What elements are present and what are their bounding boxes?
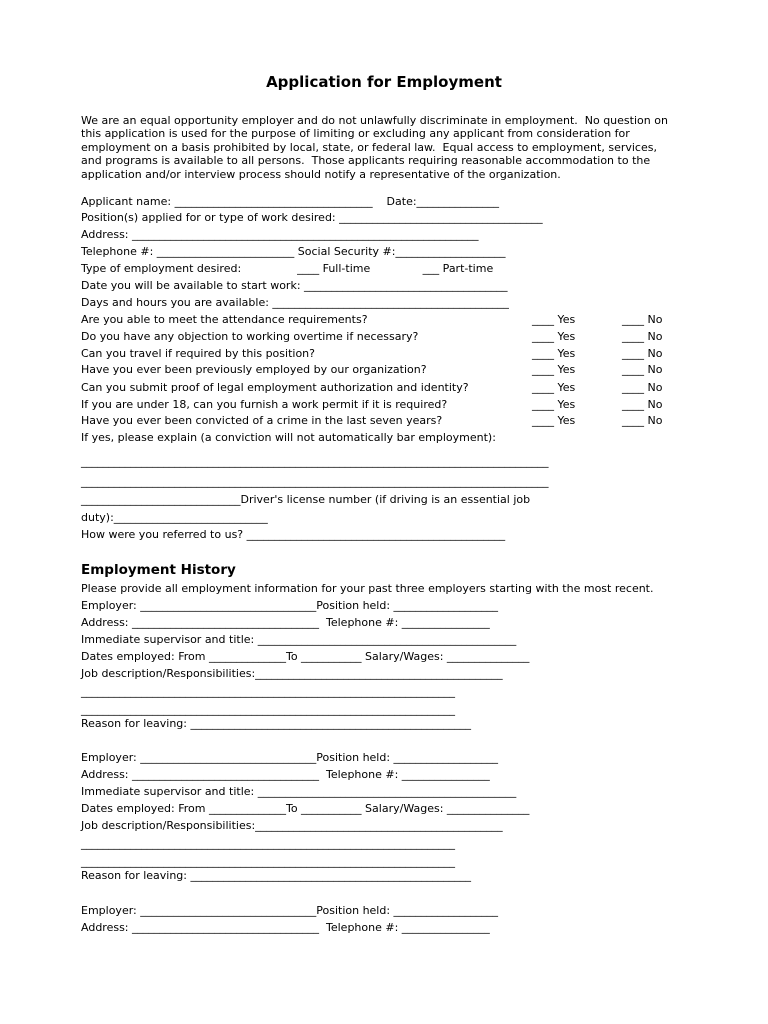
drivers-license-field[interactable]: _____________________________Driver's license number (if driving is an essential job: [81, 493, 531, 506]
intro-line: application and/or interview process should notify a representative of the organization.: [81, 167, 561, 181]
answer-yes[interactable]: ____ Yes: [532, 347, 576, 360]
supervisor-field[interactable]: Immediate supervisor and title: _______________________________________________: [81, 785, 517, 798]
answer-yes[interactable]: ____ Yes: [532, 398, 576, 411]
intro-line: this application is used for the purpose of limiting or excluding any applicant from consideration for: [81, 127, 630, 141]
dates-employed-field[interactable]: Dates employed: From ______________To ___________ Salary/Wages: _______________: [81, 802, 530, 815]
answer-yes[interactable]: ____ Yes: [532, 330, 576, 343]
intro-line: and programs is available to all persons. Those applicants requiring reasonable accommodation to the: [81, 154, 651, 168]
explain-label: If yes, please explain (a conviction will not automatically bar employment):: [81, 431, 496, 444]
question-overtime: Do you have any objection to working overtime if necessary?: [81, 330, 419, 343]
reason-for-leaving-field[interactable]: Reason for leaving: ___________________________________________________: [81, 869, 471, 882]
employer-address-field[interactable]: Address: __________________________________ Telephone #: ________________: [81, 921, 490, 934]
intro-line: employment on a basis prohibited by local, state, or federal law. Equal access to employment, services,: [81, 140, 657, 154]
question-authorization: Can you submit proof of legal employment authorization and identity?: [81, 381, 469, 394]
page-title: Application for Employment: [266, 73, 502, 91]
answer-no[interactable]: ____ No: [622, 313, 663, 326]
availability-field[interactable]: Days and hours you are available: ___________________________________________: [81, 296, 509, 309]
employer-field[interactable]: Employer: ________________________________Position held: ___________________: [81, 904, 499, 917]
drivers-license-field-cont[interactable]: duty):____________________________: [81, 511, 268, 524]
job-description-line[interactable]: ____________________________________________________________________: [81, 855, 455, 868]
answer-no[interactable]: ____ No: [622, 414, 663, 427]
question-attendance: Are you able to meet the attendance requirements?: [81, 313, 368, 326]
answer-no[interactable]: ____ No: [622, 330, 663, 343]
answer-no[interactable]: ____ No: [622, 398, 663, 411]
answer-no[interactable]: ____ No: [622, 381, 663, 394]
employer-address-field[interactable]: Address: __________________________________ Telephone #: ________________: [81, 768, 490, 781]
intro-line: We are an equal opportunity employer and do not unlawfully discriminate in employment. No question on: [81, 114, 668, 127]
question-conviction: Have you ever been convicted of a crime in the last seven years?: [81, 414, 443, 427]
applicant-name-field[interactable]: Applicant name: ____________________________________ Date:_______________: [81, 195, 500, 208]
question-work-permit: If you are under 18, can you furnish a work permit if it is required?: [81, 398, 448, 411]
referral-field[interactable]: How were you referred to us? _______________________________________________: [81, 528, 506, 541]
job-description-line[interactable]: ____________________________________________________________________: [81, 685, 455, 698]
supervisor-field[interactable]: Immediate supervisor and title: _______________________________________________: [81, 633, 517, 646]
job-description-line[interactable]: ____________________________________________________________________: [81, 837, 455, 850]
employment-type-field[interactable]: Type of employment desired: ____ Full-time ___ Part-time: [81, 262, 494, 275]
question-travel: Can you travel if required by this position?: [81, 347, 315, 360]
explain-line[interactable]: _____________________________________________________________________________________: [81, 455, 549, 468]
history-intro: Please provide all employment information for your past three employers starting with the most recent.: [81, 582, 654, 595]
question-previous-employment: Have you ever been previously employed by our organization?: [81, 363, 427, 376]
employer-field[interactable]: Employer: ________________________________Position held: ___________________: [81, 751, 499, 764]
start-date-field[interactable]: Date you will be available to start work: _____________________________________: [81, 279, 508, 292]
section-heading-employment-history: Employment History: [81, 562, 236, 578]
employer-field[interactable]: Employer: ________________________________Position held: ___________________: [81, 599, 499, 612]
job-description-field[interactable]: Job description/Responsibilities:_____________________________________________: [81, 667, 503, 680]
job-description-line[interactable]: ____________________________________________________________________: [81, 703, 455, 716]
dates-employed-field[interactable]: Dates employed: From ______________To ___________ Salary/Wages: _______________: [81, 650, 530, 663]
answer-yes[interactable]: ____ Yes: [532, 414, 576, 427]
employer-address-field[interactable]: Address: __________________________________ Telephone #: ________________: [81, 616, 490, 629]
job-description-field[interactable]: Job description/Responsibilities:_____________________________________________: [81, 819, 503, 832]
address-field[interactable]: Address: _______________________________________________________________: [81, 228, 479, 241]
answer-yes[interactable]: ____ Yes: [532, 381, 576, 394]
answer-yes[interactable]: ____ Yes: [532, 363, 576, 376]
position-field[interactable]: Position(s) applied for or type of work desired: _____________________________________: [81, 211, 543, 224]
reason-for-leaving-field[interactable]: Reason for leaving: ___________________________________________________: [81, 717, 471, 730]
telephone-ssn-field[interactable]: Telephone #: _________________________ Social Security #:____________________: [81, 245, 506, 258]
explain-line[interactable]: _____________________________________________________________________________________: [81, 475, 549, 488]
answer-yes[interactable]: ____ Yes: [532, 313, 576, 326]
answer-no[interactable]: ____ No: [622, 363, 663, 376]
intro-paragraph: [81, 114, 701, 181]
answer-no[interactable]: ____ No: [622, 347, 663, 360]
